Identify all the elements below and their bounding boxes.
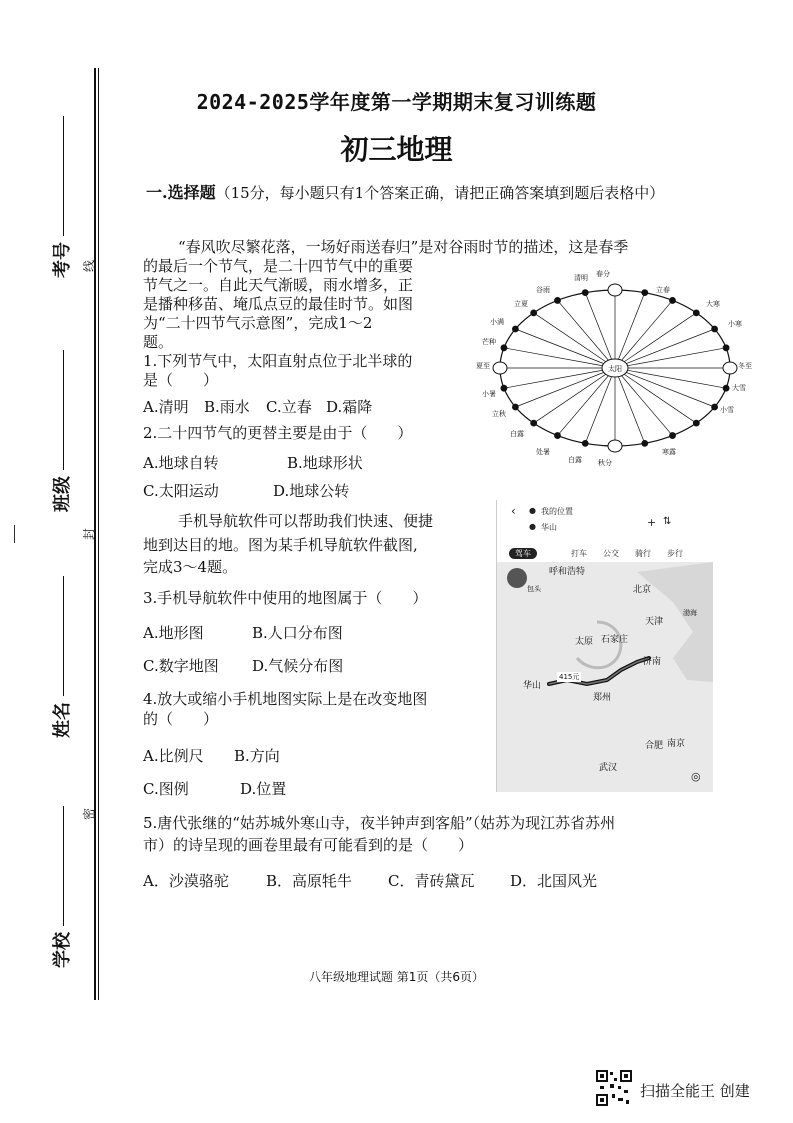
term-node: [711, 404, 718, 411]
term-node: [530, 420, 537, 427]
city-hohhot: 呼和浩特: [549, 567, 586, 577]
page-footer: 八年级地理试题 第1页（共6页）: [308, 970, 485, 984]
binding-line-inner: [98, 68, 99, 1000]
spoke: [615, 348, 726, 368]
q5-option-b[interactable]: B．高原牦牛: [266, 872, 353, 890]
q5-stem-2: 市）的诗呈现的画卷里最有可能看到的是（ ）: [143, 836, 474, 854]
term-hanlu: 寒露: [662, 448, 676, 456]
city-nanjing: 南京: [667, 739, 686, 749]
spoke: [504, 348, 615, 368]
q1-option-d[interactable]: D.霜降: [326, 398, 373, 416]
q3-option-d[interactable]: D.气候分布图: [252, 657, 344, 675]
spoke: [615, 368, 673, 436]
passage1-line5: 为“二十四节气示意图”，完成1～2: [143, 314, 373, 332]
q5-option-d[interactable]: D．北国风光: [510, 872, 598, 890]
term-node: [512, 326, 519, 333]
term-node: [669, 432, 676, 439]
mode-tabs: [497, 544, 713, 562]
q4-stem-2: 的（ ）: [143, 710, 219, 728]
name-label: 姓名: [48, 576, 74, 738]
qr-code-icon: [596, 1070, 632, 1106]
q1-stem: 1.下列节气中，太阳直射点位于北半球的: [143, 352, 413, 370]
term-guyu: 谷雨: [536, 286, 550, 294]
spoke: [515, 368, 615, 407]
term-node: [711, 326, 718, 333]
term-node: [723, 344, 730, 351]
city-wuhan: 武汉: [599, 763, 618, 773]
term-node: [641, 440, 648, 447]
route-price-badge[interactable]: 415元: [559, 673, 580, 681]
city-tianjin: 天津: [645, 617, 664, 627]
compass-badge: [507, 568, 527, 588]
tab-drive[interactable]: 驾车: [509, 548, 537, 559]
q4-option-b[interactable]: B.方向: [234, 747, 280, 765]
term-xiaohan: 小寒: [728, 320, 742, 328]
exam-subtitle: 初三地理: [340, 133, 453, 166]
sun-label: 太阳: [608, 365, 622, 373]
term-node: [554, 432, 561, 439]
q2-option-c[interactable]: C.太阳运动: [143, 482, 219, 500]
term-node: [693, 309, 700, 316]
term-xiaoshu: 小暑: [482, 390, 496, 398]
term-node: [641, 289, 648, 296]
spoke: [615, 368, 715, 407]
term-node: [669, 297, 676, 304]
term-xiaoman: 小满: [490, 318, 504, 326]
spoke: [515, 329, 615, 368]
term-node: [512, 404, 519, 411]
term-node: [554, 297, 561, 304]
q1-option-a[interactable]: A.清明: [143, 398, 189, 416]
class-field[interactable]: [63, 350, 64, 470]
map-layer: [497, 562, 713, 792]
q2-option-b[interactable]: B.地球形状: [287, 454, 363, 472]
passage1-line6: 题。: [143, 333, 174, 351]
tab-bus[interactable]: 公交: [603, 549, 619, 558]
map-view[interactable]: [497, 562, 713, 792]
school-field[interactable]: [63, 806, 64, 926]
term-xiaoxue: 小雪: [720, 406, 734, 414]
term-node: [530, 309, 537, 316]
destination-input[interactable]: 华山: [541, 523, 557, 532]
q4-option-d[interactable]: D.位置: [240, 780, 287, 798]
term-node: [693, 420, 700, 427]
q5-option-c[interactable]: C．青砖黛瓦: [388, 872, 475, 890]
q4-option-a[interactable]: A.比例尺: [143, 747, 204, 765]
term-chunfen: 春分: [596, 270, 610, 278]
passage1-line2: 的最后一个节气，是二十四节气中的重要: [143, 257, 414, 275]
passage1-line1: “春风吹尽繁花落，一场好雨送春归”是对谷雨时节的描述，这是春季: [178, 238, 629, 256]
spoke: [615, 368, 726, 388]
q1-option-b[interactable]: B.雨水: [204, 398, 250, 416]
swap-icon[interactable]: ⇅: [663, 516, 672, 527]
passage2-line2: 地到达目的地。图为某手机导航软件截图,: [143, 536, 418, 554]
q2-option-a[interactable]: A.地球自转: [143, 454, 219, 472]
city-huashan: 华山: [523, 681, 542, 691]
tab-bike[interactable]: 骑行: [635, 549, 651, 558]
city-taiyuan: 太原: [575, 637, 594, 647]
term-xiazhi: 夏至: [476, 362, 490, 370]
city-beijing: 北京: [633, 585, 652, 595]
spoke: [615, 329, 715, 368]
origin-dot-icon: ●: [529, 506, 536, 515]
term-lixia: 立夏: [514, 300, 528, 308]
origin-input[interactable]: 我的位置: [541, 507, 573, 516]
seal-mark: 封: [82, 527, 96, 540]
destination-dot-icon: ●: [529, 522, 536, 531]
term-node: [723, 385, 730, 392]
term-node: [501, 344, 508, 351]
spoke: [585, 368, 615, 443]
season-node: [608, 284, 622, 296]
sea-bohai: 渤海: [683, 609, 697, 617]
spoke: [615, 313, 696, 368]
spoke: [558, 300, 616, 368]
name-field[interactable]: [63, 576, 64, 696]
season-node: [608, 440, 622, 452]
exam-number-label: 考号: [48, 116, 74, 278]
term-bailu-left: 白露: [510, 430, 524, 438]
term-node: [582, 289, 589, 296]
tab-walk[interactable]: 步行: [667, 549, 683, 558]
nav-header: [497, 500, 713, 544]
season-node: [723, 362, 737, 374]
locate-icon[interactable]: ◎: [691, 770, 701, 783]
back-arrow-icon[interactable]: ‹: [511, 504, 516, 518]
solar-terms-diagram: [470, 262, 760, 474]
term-lichun: 立春: [656, 286, 670, 294]
spoke: [615, 368, 645, 443]
term-dahan: 大寒: [706, 300, 720, 308]
spoke: [558, 368, 616, 436]
q1-option-c[interactable]: C.立春: [266, 398, 312, 416]
scanner-brand: 扫描全能王 创建: [640, 1082, 750, 1100]
q5-stem: 5.唐代张继的“姑苏城外寒山寺，夜半钟声到客船”（姑苏为现江苏省苏州: [143, 814, 616, 832]
term-dongzhi: 冬至: [738, 362, 752, 370]
spoke: [615, 300, 673, 368]
q4-stem: 4.放大或缩小手机地图实际上是在改变地图: [143, 690, 428, 708]
spoke: [615, 368, 696, 423]
q3-option-c[interactable]: C.数字地图: [143, 657, 219, 675]
city-hefei: 合肥: [645, 741, 664, 751]
passage2-line1: 手机导航软件可以帮助我们快速、便捷: [178, 512, 434, 530]
q3-option-b[interactable]: B.人口分布图: [252, 624, 343, 642]
tab-taxi[interactable]: 打车: [571, 549, 587, 558]
spoke: [534, 313, 615, 368]
q3-option-a[interactable]: A.地形图: [143, 624, 204, 642]
city-jinan: 济南: [643, 657, 662, 667]
city-zhengzhou: 郑州: [593, 693, 612, 703]
navigation-app-screenshot: [496, 500, 713, 792]
term-daxue: 大雪: [732, 384, 746, 392]
add-stop-icon[interactable]: +: [647, 516, 657, 529]
edge-tick: [14, 525, 15, 543]
spoke: [615, 293, 645, 368]
city-baotou: 包头: [527, 585, 541, 593]
term-qingming: 清明: [574, 274, 588, 282]
q2-option-d[interactable]: D.地球公转: [273, 482, 350, 500]
q2-stem: 2.二十四节气的更替主要是由于（ ）: [143, 424, 413, 442]
passage2-line3: 完成3～4题。: [143, 558, 238, 576]
spoke: [585, 293, 615, 368]
section-heading: 一.选择题（15分，每小题只有1个答案正确，请把正确答案填到题后表格中）: [146, 183, 665, 202]
term-node: [582, 440, 589, 447]
q1-stem-2: 是（ ）: [143, 371, 219, 389]
term-liqiu: 立秋: [492, 410, 506, 418]
solar-terms-svg: [470, 262, 760, 474]
class-label: 班级: [48, 350, 74, 512]
term-chushu: 处暑: [536, 448, 550, 456]
term-node: [501, 385, 508, 392]
q5-option-a[interactable]: A．沙漠骆驼: [143, 872, 229, 890]
season-node: [493, 362, 507, 374]
spoke: [504, 368, 615, 388]
q4-option-c[interactable]: C.图例: [143, 780, 189, 798]
city-shijiazhuang: 石家庄: [601, 635, 629, 645]
passage1-line3: 节气之一。自此天气渐暖，雨水增多，正: [143, 276, 414, 294]
line-mark: 线: [82, 259, 96, 272]
exam-title: 2024-2025学年度第一学期期末复习训练题: [196, 90, 597, 114]
term-mangzhong: 芒种: [482, 338, 496, 346]
school-label: 学校: [48, 806, 74, 968]
passage1-line4: 是播种移苗、埯瓜点豆的最佳时节。如图: [143, 295, 414, 313]
term-bailu: 白露: [568, 456, 582, 464]
spoke: [534, 368, 615, 423]
term-qiufen: 秋分: [598, 459, 612, 467]
q3-stem: 3.手机导航软件中使用的地图属于（ ）: [143, 589, 428, 607]
secret-mark: 密: [82, 807, 96, 820]
